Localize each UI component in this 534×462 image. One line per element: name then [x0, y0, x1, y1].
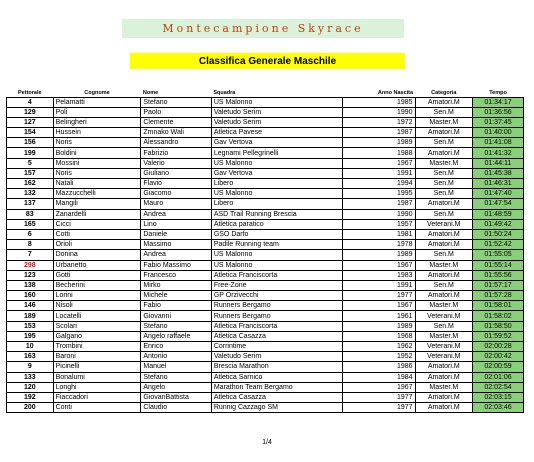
- cell-tempo: 01:58:02: [473, 311, 524, 321]
- cell-pettorale: 157: [7, 168, 54, 178]
- table-row: [7, 107, 524, 117]
- cell-cognome: Galgano: [53, 331, 141, 341]
- cell-cognome: Gotti: [53, 270, 141, 280]
- cell-squadra: Gav Vertova: [211, 138, 342, 148]
- cell-nome: Giovanni: [141, 311, 211, 321]
- cell-cognome: Longhi: [53, 382, 141, 392]
- table-row: [7, 189, 524, 199]
- cell-categoria: Master.M: [415, 117, 472, 127]
- cell-nome: Stefano: [141, 97, 211, 107]
- table-row: [7, 168, 524, 178]
- col-header-pettorale: Pettorale: [7, 90, 54, 97]
- cell-categoria: Amatori.M: [415, 270, 472, 280]
- cell-squadra: GP Orzivecchi: [211, 291, 342, 301]
- cell-squadra: US Malonno: [211, 97, 342, 107]
- table-row: [7, 148, 524, 158]
- col-header-anno-nascita: Anno Nascita: [342, 90, 415, 97]
- cell-cognome: Cotti: [53, 229, 141, 239]
- cell-cognome: Natali: [53, 179, 141, 189]
- cell-nome: Francesco: [141, 270, 211, 280]
- table-row: [7, 209, 524, 219]
- cell-cognome: Mossini: [53, 158, 141, 168]
- classification-title: Classifica Generale Maschile: [130, 53, 405, 69]
- cell-categoria: Sen.M: [415, 168, 472, 178]
- cell-pettorale: 153: [7, 321, 54, 331]
- cell-nome: Giacomo: [141, 189, 211, 199]
- cell-squadra: Atletica Sarnico: [211, 372, 342, 382]
- cell-squadra: Atletica Casazza: [211, 392, 342, 402]
- cell-tempo: 01:44:11: [473, 158, 524, 168]
- cell-squadra: Atletica Franciscorta: [211, 270, 342, 280]
- cell-categoria: Amatori.M: [415, 392, 472, 402]
- col-header-categoria: Categoria: [415, 90, 472, 97]
- table-row: [7, 392, 524, 402]
- cell-nome: Michele: [141, 291, 211, 301]
- col-header-squadra: Squadra: [211, 90, 342, 97]
- cell-anno-nascita: 1991: [342, 280, 415, 290]
- cell-categoria: Sen.M: [415, 138, 472, 148]
- cell-cognome: Donina: [53, 250, 141, 260]
- cell-cognome: Fiaccadori: [53, 392, 141, 402]
- cell-cognome: Nisoli: [53, 301, 141, 311]
- table-row: [7, 311, 524, 321]
- cell-cognome: Bonalumi: [53, 372, 141, 382]
- cell-cognome: Lorini: [53, 291, 141, 301]
- cell-pettorale: 165: [7, 219, 54, 229]
- cell-pettorale: 83: [7, 209, 54, 219]
- cell-squadra: Atletica paratico: [211, 219, 342, 229]
- cell-tempo: 01:48:59: [473, 209, 524, 219]
- cell-categoria: Sen.M: [415, 321, 472, 331]
- cell-pettorale: 156: [7, 138, 54, 148]
- cell-tempo: 01:58:01: [473, 301, 524, 311]
- cell-squadra: Atletica Pavese: [211, 128, 342, 138]
- table-row: [7, 352, 524, 362]
- cell-squadra: US Malonno: [211, 189, 342, 199]
- cell-categoria: Veterani.M: [415, 219, 472, 229]
- cell-pettorale: 162: [7, 179, 54, 189]
- cell-squadra: Runners Bergamo: [211, 311, 342, 321]
- cell-categoria: Sen.M: [415, 209, 472, 219]
- cell-categoria: Master.M: [415, 331, 472, 341]
- cell-cognome: Belingheri: [53, 117, 141, 127]
- cell-categoria: Amatori.M: [415, 148, 472, 158]
- cell-anno-nascita: 1988: [342, 148, 415, 158]
- cell-tempo: 01:34:17: [473, 97, 524, 107]
- cell-pettorale: 10: [7, 342, 54, 352]
- cell-squadra: Valetudo Serim: [211, 107, 342, 117]
- cell-cognome: Orioli: [53, 240, 141, 250]
- cell-cognome: Noris: [53, 168, 141, 178]
- cell-squadra: Runners Bergamo: [211, 301, 342, 311]
- cell-anno-nascita: 1957: [342, 219, 415, 229]
- cell-anno-nascita: 1994: [342, 179, 415, 189]
- cell-categoria: Sen.M: [415, 280, 472, 290]
- cell-categoria: Amatori.M: [415, 199, 472, 209]
- cell-tempo: 02:02:54: [473, 382, 524, 392]
- table-row: [7, 179, 524, 189]
- cell-squadra: Atletica Casazza: [211, 331, 342, 341]
- cell-nome: Andrea: [141, 209, 211, 219]
- cell-tempo: 01:37:45: [473, 117, 524, 127]
- cell-tempo: 02:03:46: [473, 403, 524, 413]
- cell-pettorale: 200: [7, 403, 54, 413]
- cell-squadra: Free-Zone: [211, 280, 342, 290]
- cell-pettorale: 199: [7, 148, 54, 158]
- cell-squadra: Padile Running team: [211, 240, 342, 250]
- page-indicator: 1/4: [262, 439, 272, 446]
- results-table: [6, 90, 524, 413]
- table-row: [7, 138, 524, 148]
- cell-categoria: Amatori.M: [415, 372, 472, 382]
- cell-anno-nascita: 1968: [342, 331, 415, 341]
- cell-anno-nascita: 1990: [342, 107, 415, 117]
- cell-pettorale: 129: [7, 107, 54, 117]
- cell-categoria: Master.M: [415, 301, 472, 311]
- cell-pettorale: 120: [7, 382, 54, 392]
- cell-pettorale: 8: [7, 240, 54, 250]
- cell-cognome: Mazzucchelli: [53, 189, 141, 199]
- cell-tempo: 01:41:32: [473, 148, 524, 158]
- cell-categoria: Amatori.M: [415, 403, 472, 413]
- table-row: [7, 403, 524, 413]
- cell-squadra: Valetudo Serim: [211, 352, 342, 362]
- col-header-cognome: Cognome: [53, 90, 141, 97]
- cell-anno-nascita: 1962: [342, 342, 415, 352]
- cell-cognome: Mangili: [53, 199, 141, 209]
- cell-nome: Clemente: [141, 117, 211, 127]
- col-header-nome: Nome: [141, 90, 211, 97]
- table-row: [7, 301, 524, 311]
- cell-nome: Flavio: [141, 179, 211, 189]
- cell-categoria: Amatori.M: [415, 291, 472, 301]
- cell-pettorale: 160: [7, 291, 54, 301]
- cell-pettorale: 146: [7, 301, 54, 311]
- cell-tempo: 01:46:31: [473, 179, 524, 189]
- cell-tempo: 01:58:50: [473, 321, 524, 331]
- cell-anno-nascita: 1967: [342, 260, 415, 270]
- cell-anno-nascita: 1967: [342, 158, 415, 168]
- cell-squadra: US Malonno: [211, 158, 342, 168]
- cell-anno-nascita: 1989: [342, 138, 415, 148]
- cell-categoria: Amatori.M: [415, 128, 472, 138]
- cell-anno-nascita: 1981: [342, 229, 415, 239]
- cell-tempo: 01:47:40: [473, 189, 524, 199]
- table-row: [7, 229, 524, 239]
- cell-tempo: 01:55:05: [473, 250, 524, 260]
- cell-tempo: 02:00:28: [473, 342, 524, 352]
- cell-pettorale: 189: [7, 311, 54, 321]
- cell-pettorale: 5: [7, 158, 54, 168]
- cell-anno-nascita: 1961: [342, 311, 415, 321]
- cell-pettorale: 138: [7, 280, 54, 290]
- cell-tempo: 01:55:14: [473, 260, 524, 270]
- results-body: [7, 97, 524, 413]
- table-row: [7, 158, 524, 168]
- cell-anno-nascita: 1967: [342, 301, 415, 311]
- cell-categoria: Veterani.M: [415, 352, 472, 362]
- cell-anno-nascita: 1972: [342, 117, 415, 127]
- table-row: [7, 321, 524, 331]
- cell-cognome: Urbanetto: [53, 260, 141, 270]
- cell-tempo: 01:47:54: [473, 199, 524, 209]
- cell-cognome: Trombini: [53, 342, 141, 352]
- cell-pettorale: 163: [7, 352, 54, 362]
- table-row: [7, 362, 524, 372]
- cell-nome: Claudio: [141, 403, 211, 413]
- cell-squadra: Libero: [211, 179, 342, 189]
- cell-categoria: Sen.M: [415, 189, 472, 199]
- cell-nome: Angelo: [141, 382, 211, 392]
- cell-pettorale: 137: [7, 199, 54, 209]
- cell-pettorale: 132: [7, 189, 54, 199]
- cell-cognome: Noris: [53, 138, 141, 148]
- cell-categoria: Sen.M: [415, 179, 472, 189]
- cell-tempo: 01:50:24: [473, 229, 524, 239]
- cell-nome: Fabio: [141, 301, 211, 311]
- cell-anno-nascita: 1989: [342, 321, 415, 331]
- cell-nome: Paolo: [141, 107, 211, 117]
- cell-tempo: 02:00:42: [473, 352, 524, 362]
- cell-squadra: Legnami Pellegrinelli: [211, 148, 342, 158]
- cell-categoria: Amatori.M: [415, 97, 472, 107]
- cell-squadra: US Malonno: [211, 250, 342, 260]
- table-header-row: [7, 90, 524, 97]
- cell-categoria: Master.M: [415, 260, 472, 270]
- cell-anno-nascita: 1995: [342, 189, 415, 199]
- cell-tempo: 02:03:15: [473, 392, 524, 402]
- cell-anno-nascita: 1977: [342, 403, 415, 413]
- cell-nome: Fabio Massimo: [141, 260, 211, 270]
- cell-pettorale: 195: [7, 331, 54, 341]
- cell-cognome: Picinelli: [53, 362, 141, 372]
- cell-pettorale: 133: [7, 372, 54, 382]
- cell-categoria: Amatori.M: [415, 240, 472, 250]
- cell-tempo: 02:00:59: [473, 362, 524, 372]
- cell-anno-nascita: 1978: [342, 240, 415, 250]
- cell-anno-nascita: 1990: [342, 209, 415, 219]
- cell-nome: Mirko: [141, 280, 211, 290]
- cell-pettorale: 298: [7, 260, 54, 270]
- cell-cognome: Becherini: [53, 280, 141, 290]
- cell-anno-nascita: 1983: [342, 270, 415, 280]
- cell-cognome: Scolari: [53, 321, 141, 331]
- table-row: [7, 291, 524, 301]
- cell-nome: Angelo raffaele: [141, 331, 211, 341]
- table-row: [7, 372, 524, 382]
- cell-nome: Andrea: [141, 250, 211, 260]
- cell-pettorale: 123: [7, 270, 54, 280]
- cell-pettorale: 154: [7, 128, 54, 138]
- table-row: [7, 270, 524, 280]
- cell-nome: Mauro: [141, 199, 211, 209]
- table-row: [7, 331, 524, 341]
- cell-pettorale: 7: [7, 250, 54, 260]
- cell-anno-nascita: 1952: [342, 352, 415, 362]
- cell-cognome: Boldini: [53, 148, 141, 158]
- cell-nome: Giuliano: [141, 168, 211, 178]
- cell-pettorale: 192: [7, 392, 54, 402]
- cell-tempo: 01:45:38: [473, 168, 524, 178]
- cell-categoria: Master.M: [415, 158, 472, 168]
- cell-cognome: Pelamatti: [53, 97, 141, 107]
- cell-anno-nascita: 1991: [342, 168, 415, 178]
- cell-anno-nascita: 1985: [342, 97, 415, 107]
- cell-squadra: GSO Darfo: [211, 229, 342, 239]
- col-header-tempo: Tempo: [473, 90, 524, 97]
- cell-nome: Stefano: [141, 372, 211, 382]
- cell-tempo: 01:57:28: [473, 291, 524, 301]
- cell-pettorale: 4: [7, 97, 54, 107]
- cell-squadra: Brescia Marathon: [211, 362, 342, 372]
- cell-tempo: 01:36:56: [473, 107, 524, 117]
- cell-tempo: 01:49:42: [473, 219, 524, 229]
- cell-categoria: Amatori.M: [415, 362, 472, 372]
- cell-anno-nascita: 1977: [342, 291, 415, 301]
- cell-anno-nascita: 1977: [342, 392, 415, 402]
- cell-anno-nascita: 1967: [342, 382, 415, 392]
- table-row: [7, 117, 524, 127]
- cell-nome: Zmnako Wali: [141, 128, 211, 138]
- cell-anno-nascita: 1986: [342, 362, 415, 372]
- cell-tempo: 01:55:56: [473, 270, 524, 280]
- cell-squadra: Gav Vertova: [211, 168, 342, 178]
- cell-squadra: ASD Trail Running Brescia: [211, 209, 342, 219]
- cell-cognome: Zanardelli: [53, 209, 141, 219]
- cell-nome: Enrico: [141, 342, 211, 352]
- cell-nome: Stefano: [141, 321, 211, 331]
- cell-pettorale: 6: [7, 229, 54, 239]
- table-row: [7, 342, 524, 352]
- table-row: [7, 199, 524, 209]
- cell-squadra: Atletica Franciscorta: [211, 321, 342, 331]
- table-row: [7, 97, 524, 107]
- cell-squadra: Valetudo Serim: [211, 117, 342, 127]
- cell-nome: Massimo: [141, 240, 211, 250]
- cell-categoria: Veterani.M: [415, 311, 472, 321]
- table-row: [7, 260, 524, 270]
- cell-cognome: Cicci: [53, 219, 141, 229]
- cell-anno-nascita: 1987: [342, 199, 415, 209]
- race-title: Montecampione Skyrace: [122, 19, 404, 38]
- cell-pettorale: 127: [7, 117, 54, 127]
- cell-nome: Antonio: [141, 352, 211, 362]
- table-row: [7, 240, 524, 250]
- cell-tempo: 01:41:08: [473, 138, 524, 148]
- cell-tempo: 01:52:42: [473, 240, 524, 250]
- table-row: [7, 219, 524, 229]
- cell-nome: Lino: [141, 219, 211, 229]
- cell-squadra: Libero: [211, 199, 342, 209]
- cell-cognome: Poli: [53, 107, 141, 117]
- cell-anno-nascita: 1987: [342, 128, 415, 138]
- cell-categoria: Sen.M: [415, 107, 472, 117]
- table-row: [7, 280, 524, 290]
- cell-squadra: US Malonno: [211, 260, 342, 270]
- cell-anno-nascita: 1984: [342, 372, 415, 382]
- cell-squadra: Corrintime: [211, 342, 342, 352]
- cell-anno-nascita: 1989: [342, 250, 415, 260]
- cell-tempo: 01:59:52: [473, 331, 524, 341]
- cell-tempo: 01:40:00: [473, 128, 524, 138]
- cell-squadra: Runnig Cazzago SM: [211, 403, 342, 413]
- cell-nome: Valerio: [141, 158, 211, 168]
- table-row: [7, 250, 524, 260]
- cell-tempo: 02:01:06: [473, 372, 524, 382]
- cell-pettorale: 9: [7, 362, 54, 372]
- table-row: [7, 128, 524, 138]
- cell-nome: Alessandro: [141, 138, 211, 148]
- cell-cognome: Locatelli: [53, 311, 141, 321]
- cell-categoria: Master.M: [415, 382, 472, 392]
- cell-cognome: Baroni: [53, 352, 141, 362]
- cell-categoria: Veterani.M: [415, 342, 472, 352]
- cell-tempo: 01:57:17: [473, 280, 524, 290]
- cell-nome: GiovanBattista: [141, 392, 211, 402]
- cell-nome: Daniele: [141, 229, 211, 239]
- cell-cognome: Hussein: [53, 128, 141, 138]
- cell-nome: Manuel: [141, 362, 211, 372]
- cell-categoria: Amatori.M: [415, 229, 472, 239]
- cell-categoria: Sen.M: [415, 250, 472, 260]
- cell-cognome: Conti: [53, 403, 141, 413]
- table-row: [7, 382, 524, 392]
- cell-nome: Fabrizio: [141, 148, 211, 158]
- cell-squadra: Marathon Team Bergamo: [211, 382, 342, 392]
